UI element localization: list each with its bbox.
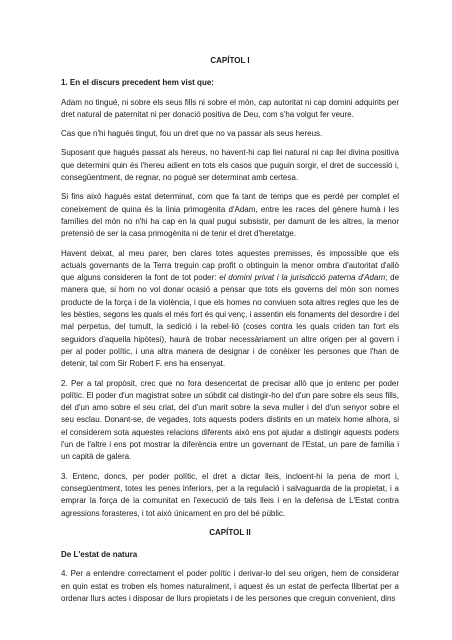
paragraph: Cas que n'hi hagués tingut, fou un dret que no va passar als seus hereus. bbox=[61, 129, 323, 139]
paragraph: Adam no tingué, ni sobre els seus fills ni sobre el món, cap autoritat ni cap domini adquirits per dret natural de paternitat ni per donació positiva de Deu, com s'ha volgut fer veure. bbox=[61, 97, 399, 119]
paragraph-text: Havent deixat, al meu parer, ben clares totes aquestes premisses, és impossible que els actuals governants de la Terra treguin cap profit o obtinguin la menor ombra d'autoritat d'allò que alguns consideren la font de tot poder: bbox=[61, 248, 399, 283]
document-body bbox=[61, 55, 399, 612]
paragraph: Suposant que hagués passat als hereus, no havent-hi cap llei natural ni cap llei divina positiva que determini quin és l'hereu adient en tots els casos que puguin sorgir, el dret de successió i, consegüentment, de regnar, no pogué ser determinat amb certesa. bbox=[61, 148, 399, 183]
paragraph: 2. Per a tal propòsit, crec que no fora desencertat de precisar allò que jo entenc per poder polític. El poder d'un magistrat sobre un súbdit cal distingir-ho del d'un pare sobre els seus fills, del d'un amo sobre el seu criat, del d'un marit sobre la seva muller i del d'un senyor sobre el seu esclau. Donant-se, de vegades, tots aquests poders distints en un mateix home alhora, si el considerem sota aquestes relacions diferents això ens pot ajudar a distingir aquests poders l'un de l'altre i ens pot mostrar la diferència entre un governant de l'Estat, un pare de família i un capità de galera. bbox=[61, 378, 399, 462]
chapter-2-subtitle: De L'estat de natura bbox=[61, 550, 138, 560]
paragraph bbox=[61, 248, 399, 371]
paragraph-text: ; de manera que, si hom no vol donar ocasió a pensar que tots els governs del món son nomes producte de la força i de la violència, i que els homes no conviuen sota altres regles que les de les bèsties, segons les quals el més fort és qui venç, i assentin els fonaments del desordre i del mal perpetus, del tumult, la sedició i la rebel·lió (coses contra les quals criden tan fort els seguidors d'aquella hipòtesi), haurà de trobar necessàriament un altre origen per al govern i per al poder polític, i una altra manera de designar i de conèixer les persones que l'han de detenir, tal com Sir Robert F. ens ha ensenyat. bbox=[61, 273, 400, 369]
emphasis-text: el domini privat i la jurisdicció paterna d'Adam bbox=[219, 273, 386, 283]
chapter-1-title: CAPÍTOL I bbox=[210, 56, 250, 65]
paragraph: Si fins això hagués estat determinat, com que fa tant de temps que es perdé per complet el coneixement de quina és la línia primogènita d'Adam, entre les races del gènere humà i les famílies del món no n'hi ha cap en la qual pugui subsistir, per damunt de les altres, la menor pretensió de ser la casa primogènita ni de tenir el dret d'heretatge. bbox=[61, 192, 399, 239]
chapter-1-subtitle: 1. En el discurs precedent hem vist que: bbox=[61, 78, 214, 88]
paragraph: 4. Per a entendre correctament el poder polític i derivar-lo del seu origen, hem de considerar en quin estat es troben els homes naturalment, i aquest és un estat de perfecta llibertat per a ordenar llurs actes i disposar de llurs propietats i de les persones que creguin convenient, dins bbox=[61, 569, 399, 603]
paragraph: 3. Entenc, doncs, per poder polític, el dret a dictar lleis, incloent-hi la pena de mort i, consegüentment, totes les penes inferiors, per a la regulació i salvaguarda de la propietat, i a emprar la força de la comunitat en l'execució de tals lleis i en la defensa de L'Estat contra agressions forasteres, i tot això únicament en pro del bé públic. bbox=[61, 471, 399, 518]
chapter-2-title: CAPÍTOL II bbox=[209, 527, 251, 537]
